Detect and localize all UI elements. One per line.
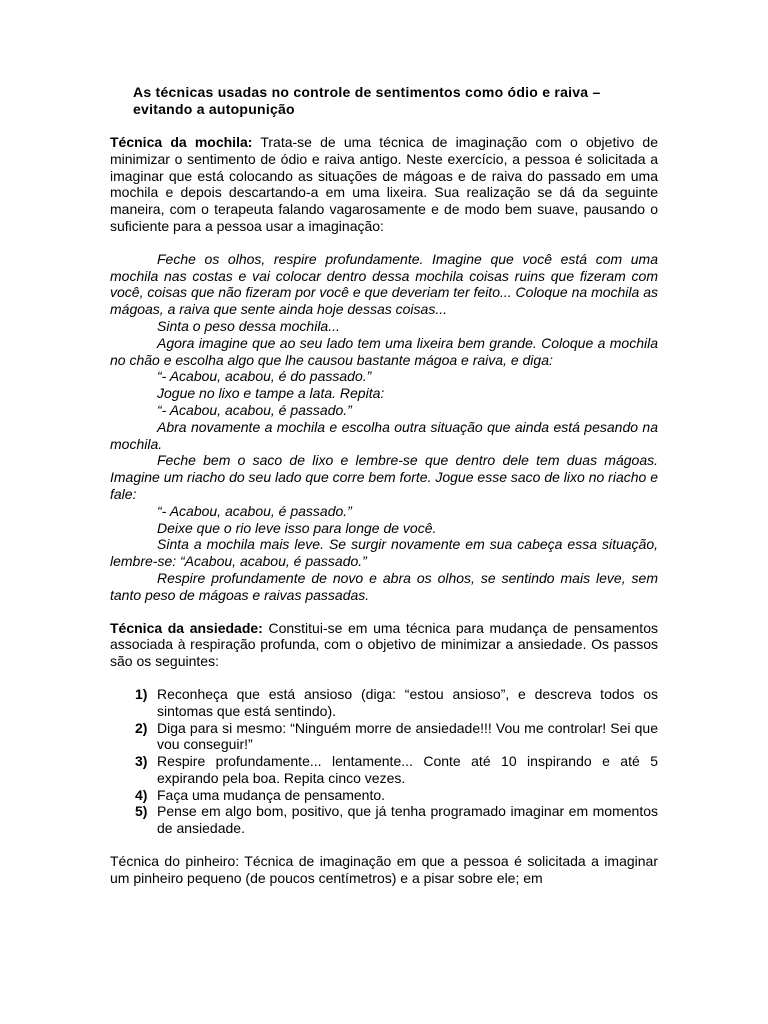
list-item: [110, 803, 658, 837]
script-line: Agora imagine que ao seu lado tem uma lixeira bem grande. Coloque a mochila no chão e escolha algo que lhe causou bastante mágoa e raiva, e diga:: [110, 334, 658, 368]
step-text: Diga para si mesmo: “Ninguém morre de ansiedade!!! Vou me controlar! Sei que vou conseguir!”: [157, 719, 658, 753]
spacer: [110, 604, 658, 620]
ansiedade-intro-text: Constitui-se em uma técnica para mudança de pensamentos associada à respiração profunda, com o objetivo de minimizar a ansiedade. Os passos são os seguintes:: [110, 619, 658, 670]
mochila-heading: Técnica da mochila:: [110, 134, 253, 150]
script-line: “- Acabou, acabou, é do passado.”: [157, 368, 372, 385]
pinheiro-paragraph: Técnica do pinheiro: Técnica de imaginação em que a pessoa é solicitada a imaginar um pinheiro pequeno (de poucos centímetros) e a pisar sobre ele; em: [110, 853, 658, 886]
script-line: Feche bem o saco de lixo e lembre-se que dentro dele tem duas mágoas. Imagine um riacho do seu lado que corre bem forte. Jogue esse saco de lixo no riacho e fale:: [110, 452, 658, 502]
step-text: Faça uma mudança de pensamento.: [157, 786, 386, 803]
mochila-intro-text: Trata-se de uma técnica de imaginação com o objetivo de minimizar o sentimento de ódio e raiva antigo. Neste exercício, a pessoa é solicitada a imaginar que está colocando as situações de mágoas e de raiva do passado em uma mochila e depois descartando-a em uma lixeira. Sua realização se dá da seguinte maneira, com o terapeuta falando vagarosamente e de modo bem suave, pausando o suficiente para a pessoa usar a imaginação:: [110, 134, 658, 234]
step-text: Pense em algo bom, positivo, que já tenha programado imaginar em momentos de ansiedade.: [157, 803, 658, 837]
step-text: Respire profundamente... lentamente... Conte até 10 inspirando e até 5 expirando pela boa. Repita cinco vezes.: [157, 753, 658, 786]
script-line: “- Acabou, acabou, é passado.”: [157, 502, 352, 519]
list-item: [110, 753, 658, 787]
step-number: 2): [135, 719, 148, 736]
script-line: Sinta o peso dessa mochila...: [157, 317, 340, 334]
mochila-script: [110, 251, 658, 604]
script-line: Sinta a mochila mais leve. Se surgir novamente em sua cabeça essa situação, lembre-se: “Acabou, acabou, é passado.”: [110, 536, 658, 570]
spacer: [110, 235, 658, 251]
spacer: [110, 670, 658, 686]
spacer: [110, 837, 658, 853]
step-number: 1): [135, 685, 148, 702]
script-line: Abra novamente a mochila e escolha outra situação que ainda está pesando na mochila.: [110, 418, 658, 452]
script-line: Feche os olhos, respire profundamente. Imagine que você está com uma mochila nas costas e vai colocar dentro dessa mochila coisas ruins que fizeram com você, coisas que não fizeram por você e que deveriam ter feito... Coloque na mochila as mágoas, a raiva que sente ainda hoje dessas coisas...: [110, 250, 658, 318]
ansiedade-intro-paragraph: [110, 620, 658, 670]
script-line: Jogue no lixo e tampe a lata. Repita:: [157, 385, 385, 402]
document-title: As técnicas usadas no controle de sentimentos como ódio e raiva – evitando a autopunição: [133, 84, 601, 117]
ansiedade-heading: Técnica da ansiedade:: [110, 619, 263, 636]
step-number: 5): [135, 803, 148, 820]
ansiedade-steps-list: [110, 686, 658, 837]
list-item: [110, 787, 658, 804]
script-line: Respire profundamente de novo e abra os olhos, se sentindo mais leve, sem tanto peso de mágoas e raivas passadas.: [110, 569, 658, 603]
list-item: [110, 686, 658, 720]
step-number: 3): [135, 753, 148, 770]
step-text: Reconheça que está ansioso (diga: “estou ansioso”, e descreva todos os sintomas que está sentindo).: [157, 685, 658, 719]
script-line: Deixe que o rio leve isso para longe de você.: [157, 519, 437, 536]
step-number: 4): [135, 786, 148, 803]
mochila-intro-paragraph: [110, 134, 658, 235]
document-body: [110, 134, 658, 887]
list-item: [110, 720, 658, 754]
script-line: “- Acabou, acabou, é passado.”: [157, 401, 352, 418]
